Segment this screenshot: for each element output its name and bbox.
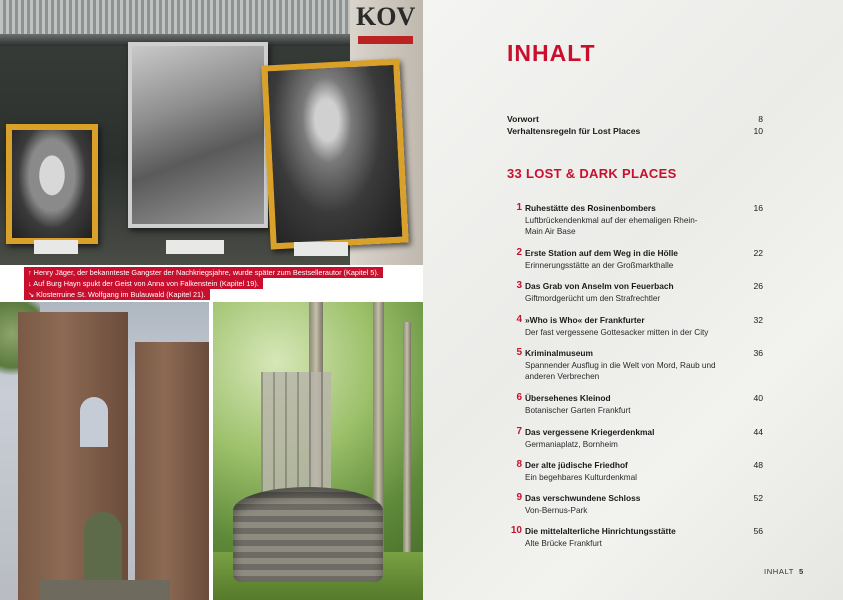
entry-page: 36 — [753, 348, 763, 358]
toc-row-verhaltensregeln — [507, 126, 763, 138]
caption-line: ↑ Henry Jäger, der bekannteste Gangster der Nachkriegsjahre, wurde später zum Bestsellerautor (Kapitel 5). — [24, 267, 383, 278]
forest-well-photo — [213, 302, 423, 600]
ruin-floor — [40, 580, 170, 600]
toc-title: Verhaltensregeln für Lost Places — [507, 126, 641, 136]
right-page — [423, 0, 843, 600]
page-title: INHALT — [507, 40, 596, 66]
entry-number: 10 — [510, 525, 522, 536]
exhibit-label-card — [294, 242, 348, 256]
entry-subtitle: Der fast vergessene Gottesacker mitten in der City — [525, 328, 709, 337]
entry-subtitle: Germaniaplatz, Bornheim — [525, 440, 618, 449]
portrait-frame-left — [6, 124, 98, 244]
caption-line: ↘ Klosterruine St. Wolfgang im Bulauwald (Kapitel 21). — [24, 289, 210, 300]
entry-page: 32 — [753, 315, 763, 325]
entry-page: 56 — [753, 526, 763, 536]
entry-title: Das vergessene Kriegerdenkmal — [525, 427, 655, 437]
entry-subtitle: Luftbrückendenkmal auf der ehemaligen Rhein-Main Air Base — [525, 216, 698, 236]
portrait-frame-right — [261, 59, 408, 250]
entry-subtitle: Erinnerungsstätte an der Großmarkthalle — [525, 261, 674, 270]
entry-subtitle: Alte Brücke Frankfurt — [525, 539, 602, 548]
entry-title: Der alte jüdische Friedhof — [525, 460, 628, 470]
entry-title: Ruhestätte des Rosinenbombers — [525, 203, 656, 213]
wall-sign-text: KOV — [356, 2, 416, 31]
ruin-wall-right — [135, 342, 209, 600]
entry-page: 16 — [753, 203, 763, 213]
entry-title: Erste Station auf dem Weg in die Hölle — [525, 248, 678, 258]
entry-number: 2 — [516, 247, 522, 258]
photo-frame-center — [128, 42, 268, 228]
entry-title: Die mittelalterliche Hinrichtungsstätte — [525, 526, 676, 536]
wall-sign-strip — [358, 36, 413, 44]
entry-title: Übersehenes Kleinod — [525, 393, 611, 403]
tree-trunk — [403, 322, 411, 562]
stone-well — [233, 487, 383, 582]
entry-page: 48 — [753, 460, 763, 470]
castle-ruin-photo — [0, 302, 209, 600]
entry-number: 1 — [516, 202, 522, 213]
footer-label: INHALT — [764, 567, 795, 576]
entry-page: 52 — [753, 493, 763, 503]
toc-title: Vorwort — [507, 114, 539, 124]
page-footer — [764, 567, 804, 576]
entry-title: »Who is Who« der Frankfurter — [525, 315, 645, 325]
ruin-gate-arch — [84, 512, 122, 582]
toc-page: 10 — [753, 126, 763, 136]
entry-number: 9 — [516, 492, 522, 503]
section-title: 33 LOST & DARK PLACES — [507, 166, 677, 181]
toc-row-vorwort — [507, 114, 763, 126]
exhibit-label-card — [34, 240, 78, 254]
entry-subtitle: Botanischer Garten Frankfurt — [525, 406, 631, 415]
ruin-window-arch — [80, 397, 108, 447]
entry-page: 44 — [753, 427, 763, 437]
museum-photo — [0, 0, 423, 265]
scaffolded-tower — [261, 372, 331, 492]
entry-number: 4 — [516, 314, 522, 325]
entry-page: 22 — [753, 248, 763, 258]
entry-page: 40 — [753, 393, 763, 403]
entry-title: Kriminalmuseum — [525, 348, 593, 358]
entry-number: 7 — [516, 426, 522, 437]
photo-captions — [24, 267, 400, 300]
entry-number: 3 — [516, 280, 522, 291]
entry-subtitle: Spannender Ausflug in die Welt von Mord, Raub und anderen Verbrechen — [525, 361, 716, 381]
caption-line: ↓ Auf Burg Hayn spukt der Geist von Anna von Falkenstein (Kapitel 19). — [24, 278, 263, 289]
entry-number: 8 — [516, 459, 522, 470]
footer-page-number: 5 — [799, 567, 804, 576]
entry-number: 5 — [516, 347, 522, 358]
entry-number: 6 — [516, 392, 522, 403]
entry-subtitle: Von-Bernus-Park — [525, 506, 588, 515]
toc-page: 8 — [758, 114, 763, 124]
exhibit-label-card — [166, 240, 224, 254]
entry-subtitle: Ein begehbares Kulturdenkmal — [525, 473, 637, 482]
entry-title: Das verschwundene Schloss — [525, 493, 641, 503]
entry-page: 26 — [753, 281, 763, 291]
entry-title: Das Grab von Anselm von Feuerbach — [525, 281, 674, 291]
entry-subtitle: Giftmordgerücht um den Strafrechtler — [525, 294, 661, 303]
